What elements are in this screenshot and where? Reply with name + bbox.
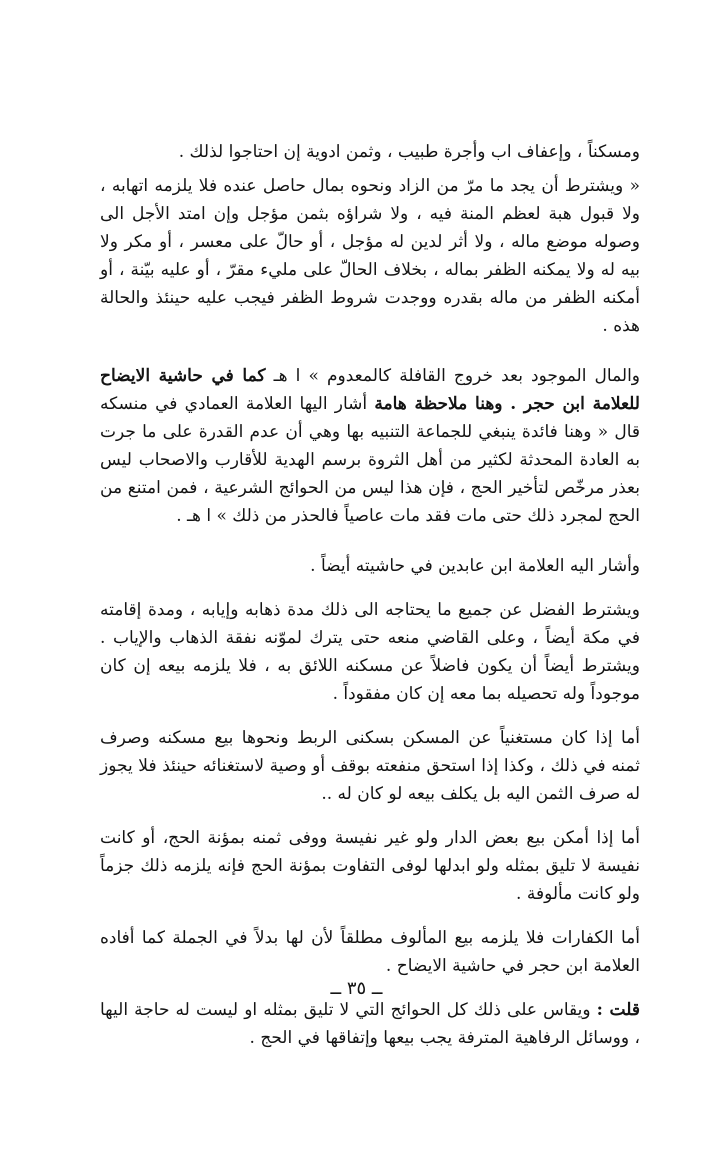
paragraph-3-start: والمال الموجود بعد خروج القافلة كالمعدوم » ا هـ <box>273 366 641 386</box>
paragraph-6: أما إذا كان مستغنياً عن المسكن بسكنى الربط ونحوها بيع مسكنه وصرف ثمنه في ذلك ، وكذا إذا استحق منفعته بوقف أو وصية لاستغنائه حينئذ فلا يجوز له صرف الثمن اليه بل يكلف بيعه لو كان له .. <box>100 728 640 804</box>
paragraph-8: أما الكفارات فلا يلزمه بيع المألوف مطلقاً لأن لها بدلاً في الجملة كما أفاده العلامة ابن حجر في حاشية الايضاح . <box>100 928 640 976</box>
paragraph-9-label: قلت : <box>596 1000 641 1020</box>
paragraph-2-quote: « ويشترط أن يجد ما مرّ من الزاد ونحوه بمال حاصل عنده فلا يلزمه اتهابه ، ولا قبول هبة لعظم المنة فيه ، ولا شراؤه بثمن مؤجل وإن امتد الأجل الى وصوله موضع ماله ، ولا أثر لدين له مؤجل ، أو حالّ على معسر ، أو مكر ولا بيه له ولا يمكنه الظفر بماله ، بخلاف الحالّ على مليء مقرّ ، أو عليه بيّنة ، أو أمكنه الظفر من ماله بقدره ووجدت شروط الظفر فيجب عليه حينئذ والحالة هذه . <box>100 176 640 336</box>
paragraph-9-text: ويقاس على ذلك كل الحوائج التي لا تليق بمثله او ليست له حاجة اليها ، ووسائل الرفاهية المترفة يجب بيعها وإتفاقها في الحج . <box>100 1000 640 1048</box>
paragraph-3-rest: أشار اليها العلامة العمادي في منسكه قال « وهنا فائدة ينبغي للجماعة التنبيه بها وهي أن عدم القدرة على ما جرت به العادة المحدثة لكثير من أهل الثروة برسم الهدية للأقارب والاصحاب ليس بعذر مرخّص لتأخير الحج ، فإن هذا ليس من الحوائج الشرعية ، فمن امتنع من الحج لمجرد ذلك حتى مات فقد مات عاصياً فالحذر من ذلك » ا هـ . <box>100 394 640 526</box>
paragraph-7: أما إذا أمكن بيع بعض الدار ولو غير نفيسة ووفى ثمنه بمؤنة الحج، أو كانت نفيسة لا تليق بمثله ولو ابدلها لوفى التفاوت بمؤنة الحج فإنه يلزمه ذلك جزماً ولو كانت مألوفة . <box>100 828 640 904</box>
paragraph-1: ومسكناً ، وإعفاف اب وأجرة طبيب ، وثمن ادوية إن احتاجوا لذلك . <box>178 142 640 162</box>
page-number: ــ ٣٥ ــ <box>330 978 383 999</box>
paragraph-5: ويشترط الفضل عن جميع ما يحتاجه الى ذلك مدة ذهابه وإيابه ، ومدة إقامته في مكة أيضاً ، وعلى القاضي منعه حتى يترك لموّنه نفقة الذهاب والإياب . ويشترط أيضاً أن يكون فاضلاً عن مسكنه اللائق به ، فلا يلزمه بيعه إن كان موجوداً وله تحصيله بما معه إن كان مفقوداً . <box>100 600 640 704</box>
page-body <box>100 138 640 1052</box>
paragraph-9 <box>100 996 640 1052</box>
paragraph-3-emphasis: كما في حاشية الايضاح للعلامة ابن حجر . وهنا ملاحظة هامة <box>100 366 640 414</box>
paragraph-4: وأشار اليه العلامة ابن عابدين في حاشيته أيضاً . <box>310 556 640 576</box>
paragraph-3 <box>100 362 640 530</box>
